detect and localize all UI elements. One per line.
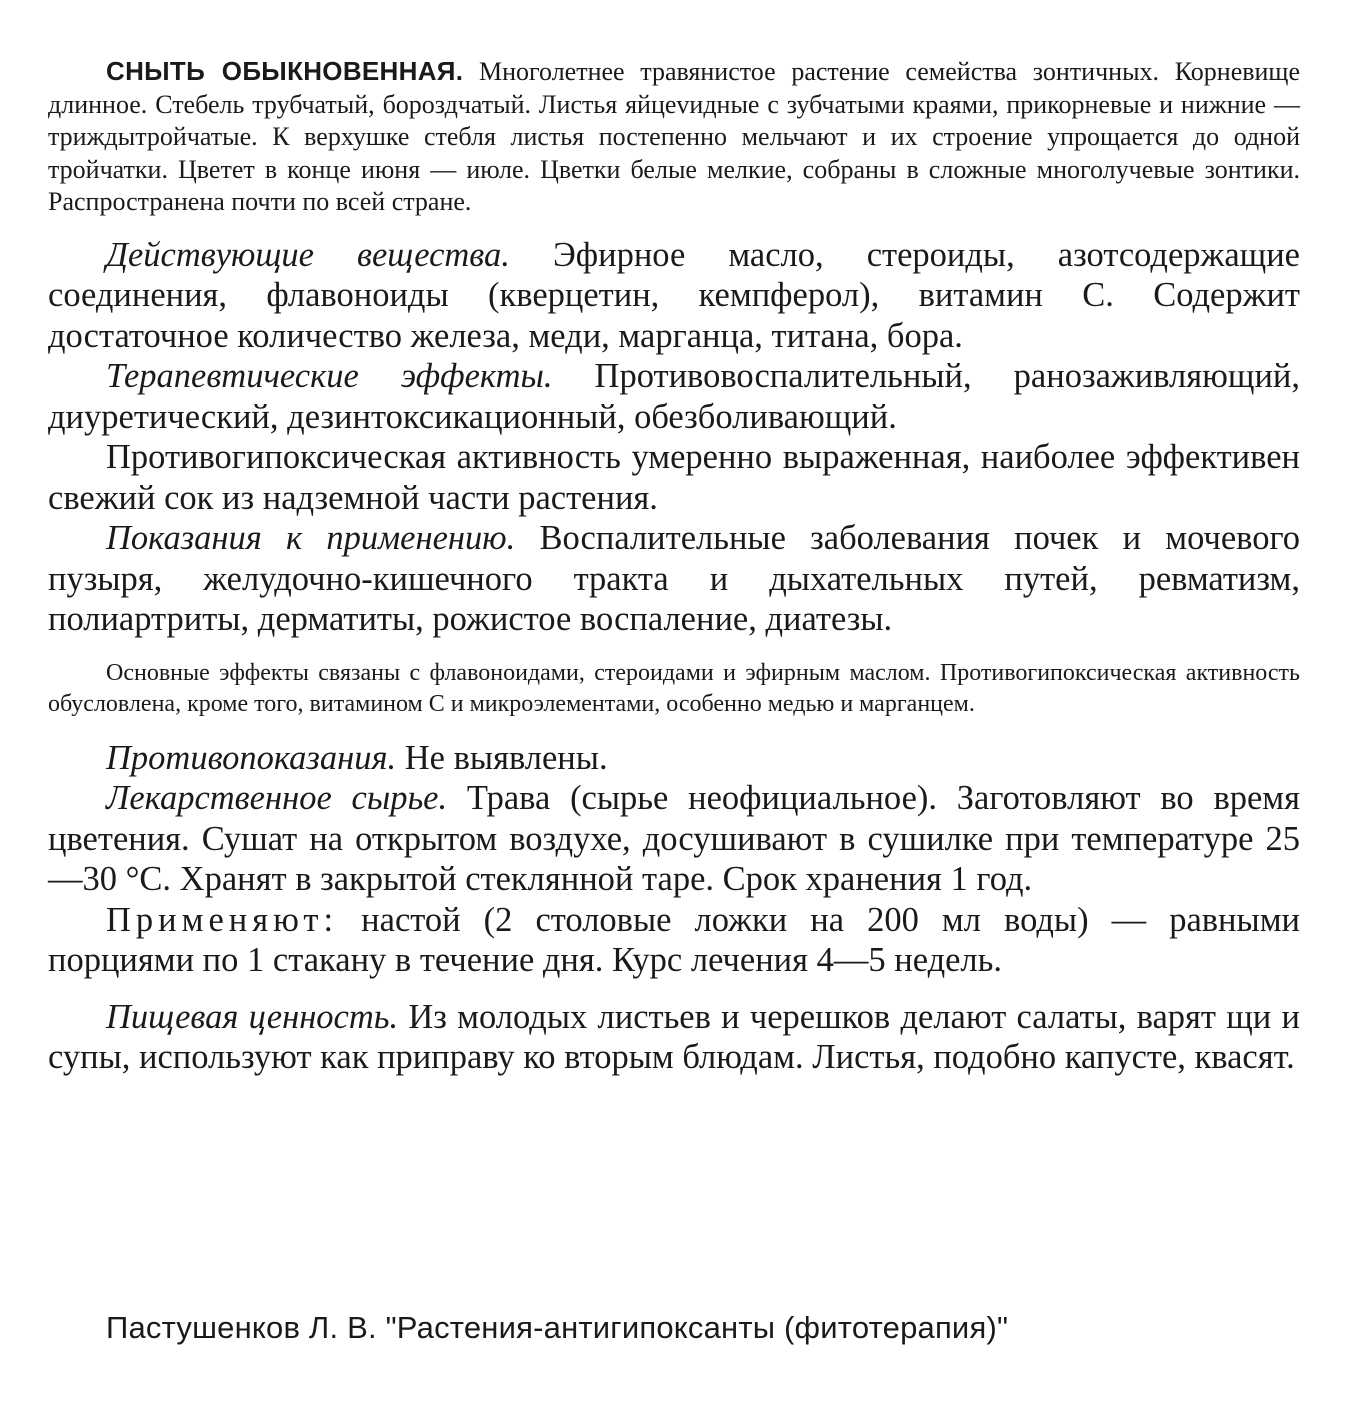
antihypoxic-activity-text: Противогипоксическая активность умеренно выраженная, наиболее эффективен свежий сок из надземной части растения. [48,438,1300,517]
therapeutic-effects-paragraph [48,356,1300,437]
indications-label: Показания к применению. [106,519,516,557]
therapeutic-effects-label: Терапевтические эффекты. [106,357,553,395]
effects-note-paragraph [48,658,1300,720]
food-value-paragraph [48,997,1300,1078]
raw-material-paragraph [48,778,1300,900]
contraindications-label: Противопоказания. [106,738,397,777]
indications-text: Воспалительные заболевания почек и мочевого пузыря, желудочно-кишечного тракта и дыхательных путей, ревматизм, полиартриты, дерматиты, рожистое воспаление, диатезы. [48,519,1300,638]
contraindications-paragraph [48,738,1300,779]
plant-description-text: Многолетнее травянистое растение семейства зонтичных. Корневище длинное. Стебель трубчатый, бороздчатый. Листья яйцеvидные с зубчатыми краями, прикорневые и нижние — триждытройчатые. К верхушке стебля листья постепенно мельчают и их строение упрощается до одной тройчатки. Цветет в конце июня — июле. Цветки белые мелкие, собраны в сложные многолучевые зонтики. Распространена почти по всей стране. [48,57,1300,216]
food-value-label: Пищевая ценность. [106,997,399,1036]
food-value-text: Из молодых листьев и черешков делают салаты, варят щи и супы, используют как приправу ко вторым блюдам. Листья, подобно капусте, квасят. [48,997,1300,1076]
usage-label: Применяют: [106,900,339,939]
raw-material-text: Трава (сырье неофициальное). Заготовляют во время цветения. Сушат на открытом воздухе, досушивают в сушилке при температуре 25—30 °С. Хранят в закрытой стеклянной таре. Срок хранения 1 год. [48,779,1300,898]
antihypoxic-activity-paragraph [48,437,1300,518]
indications-paragraph [48,518,1300,640]
plant-name-heading: СНЫТЬ ОБЫКНОВЕННАЯ. [106,56,464,86]
effects-note-text: Основные эффекты связаны с флавоноидами, стероидами и эфирным маслом. Противогипоксическая активность обусловлена, кроме того, витамином С и микроэлементами, особенно медью и марганцем. [48,659,1300,717]
contraindications-text: Не выявлены. [396,738,608,777]
source-citation: Пастушенков Л. В. "Растения-антигипоксанты (фитотерапия)" [106,1310,1009,1345]
active-substances-label: Действующие вещества. [106,235,510,274]
active-substances-text: Эфирное масло, стероиды, азотсодержащие соединения, флавоноиды (кверцетин, кемпферол), витамин С. Содержит достаточное количество железа, меди, марганца, титана, бора. [48,235,1300,355]
active-substances-paragraph [48,235,1300,357]
raw-material-label: Лекарственное сырье. [106,779,448,817]
plant-description [48,55,1300,219]
therapeutic-effects-text: Противовоспалительный, ранозаживляющий, диуретический, дезинтоксикационный, обезболивающий. [48,357,1301,436]
usage-text: настой (2 столовые ложки на 200 мл воды) — равными порциями по 1 стакану в течение дня. Курс лечения 4—5 недель. [48,900,1300,979]
usage-paragraph [48,900,1300,981]
